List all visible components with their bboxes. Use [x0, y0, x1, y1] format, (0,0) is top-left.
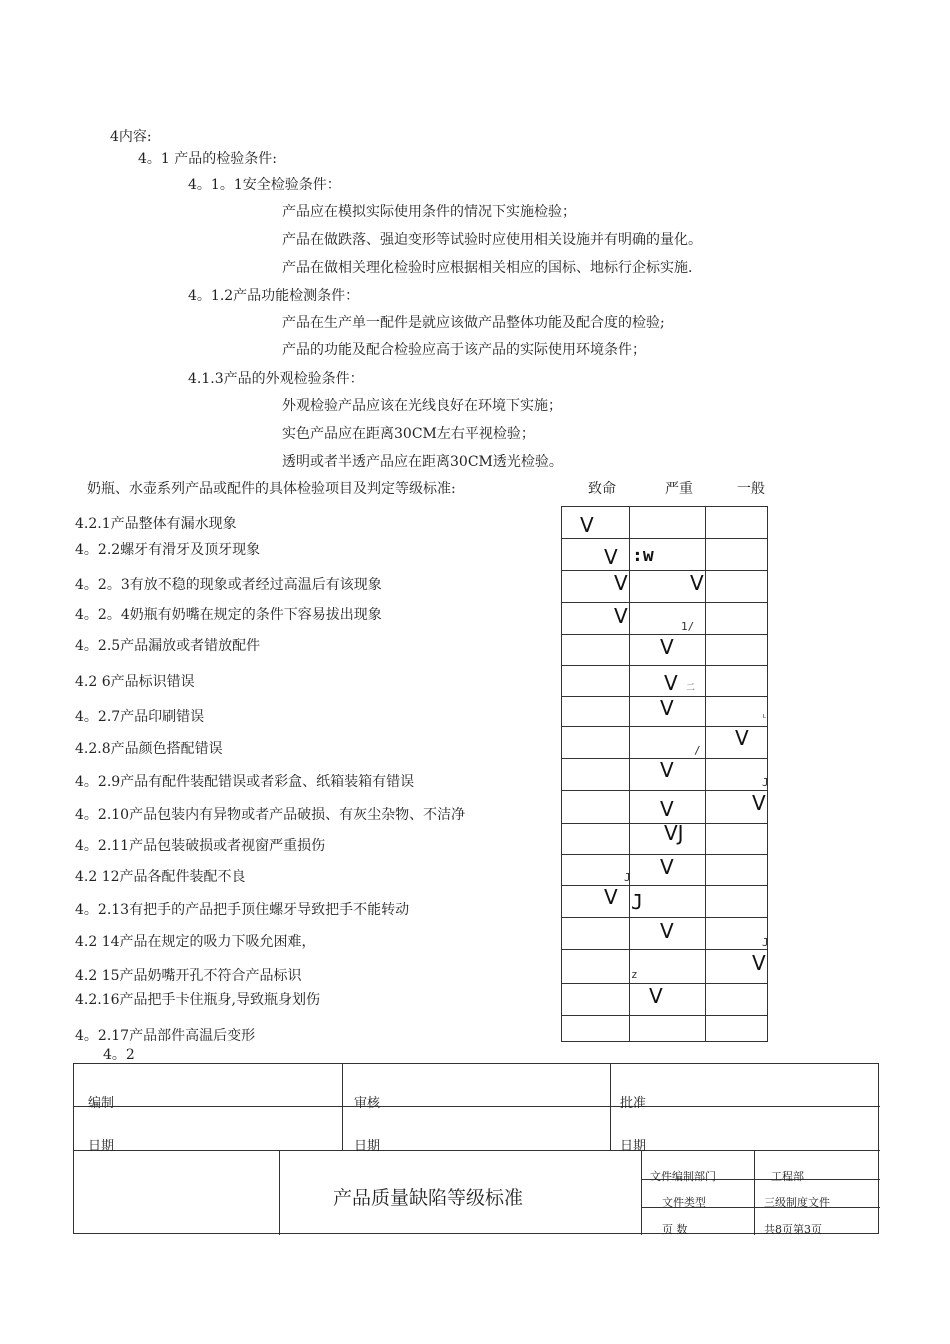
check-mark: V: [614, 571, 628, 595]
pages-label: 页 数: [662, 1223, 688, 1236]
check-mark: V: [660, 855, 674, 879]
date-label: 日期: [354, 1139, 381, 1154]
check-mark: V: [660, 797, 674, 821]
safety-line: 产品在做跌落、强迫变形等试验时应使用相关设施并有明确的量化。: [282, 232, 702, 248]
safety-title: 4。1。1安全检验条件：: [188, 177, 341, 193]
check-mark: V: [664, 671, 678, 695]
note-mark: :w: [632, 545, 654, 566]
check-mark: V: [735, 726, 749, 750]
item-label: 4。2。3有放不稳的现象或者经过高温后有该现象: [75, 577, 382, 593]
function-title: 4。1.2产品功能检测条件：: [188, 288, 360, 304]
safety-line: 产品在做相关理化检验时应根据相关相应的国标、地标行企标实施.: [282, 260, 693, 276]
check-mark: VJ: [664, 821, 684, 845]
item-label: 4。2.9产品有配件装配错误或者彩盒、纸箱装箱有错误: [75, 774, 415, 790]
type-label: 文件类型: [662, 1196, 706, 1209]
note-mark: 1/: [681, 620, 695, 633]
date-label: 日期: [88, 1139, 115, 1154]
note-mark: J: [762, 936, 769, 949]
subsection-heading: 4。1 产品的检验条件:: [138, 151, 277, 167]
function-line: 产品的功能及配合检验应高于该产品的实际使用环境条件；: [282, 342, 646, 358]
item-label: 4。2.13有把手的产品把手顶住螺牙导致把手不能转动: [75, 902, 410, 918]
check-mark: V: [604, 885, 618, 909]
standard-intro: 奶瓶、水壶系列产品或配件的具体检验项目及判定等级标准:: [87, 481, 456, 497]
item-label: 4.2 14产品在规定的吸力下吸允困难，: [75, 934, 316, 950]
note-mark: z: [631, 968, 638, 981]
note-mark: J: [624, 871, 631, 884]
reviewed-label: 审核: [354, 1096, 381, 1111]
item-label: 4。2.7产品印刷错误: [75, 709, 205, 725]
check-mark: V: [752, 791, 766, 815]
check-mark: V: [604, 545, 618, 569]
item-label: 4.2.1产品整体有漏水现象: [75, 516, 237, 532]
col-fatal: 致命: [588, 481, 616, 497]
check-mark: V: [649, 984, 663, 1008]
note-mark: J: [762, 776, 769, 789]
document-title: 产品质量缺陷等级标准: [333, 1187, 524, 1209]
item-label: 4.2 12产品各配件装配不良: [75, 869, 246, 885]
safety-line: 产品应在模拟实际使用条件的情况下实施检验；: [282, 204, 576, 220]
note-mark: /: [694, 744, 701, 757]
approved-label: 批准: [620, 1096, 647, 1111]
trailing-label: 4。2: [103, 1047, 135, 1063]
function-line: 产品在生产单一配件是就应该做产品整体功能及配合度的检验;: [282, 315, 665, 331]
check-mark: V: [752, 951, 766, 975]
item-label: 4.2.8产品颜色搭配错误: [75, 741, 223, 757]
check-mark: V: [660, 696, 674, 720]
appearance-line: 外观检验产品应该在光线良好在环境下实施；: [282, 398, 562, 414]
prepared-label: 编制: [88, 1096, 115, 1111]
appearance-title: 4.1.3产品的外观检验条件：: [188, 371, 364, 387]
item-label: 4。2。4奶瓶有奶嘴在规定的条件下容易拔出现象: [75, 607, 382, 623]
item-label: 4。2.5产品漏放或者错放配件: [75, 638, 261, 654]
check-mark: V: [580, 513, 594, 537]
check-mark: V: [660, 635, 674, 659]
check-mark: V: [614, 604, 628, 628]
document-footer: [73, 1063, 879, 1234]
section-heading: 4内容:: [110, 129, 152, 145]
date-label: 日期: [620, 1139, 647, 1154]
item-label: 4。2.10产品包装内有异物或者产品破损、有灰尘杂物、不洁净: [75, 807, 466, 823]
type-value: 三级制度文件: [764, 1196, 830, 1209]
appearance-line: 透明或者半透产品应在距离30CM透光检验。: [282, 454, 563, 470]
dept-value: 工程部: [771, 1170, 804, 1183]
item-label: 4。2.11产品包装破损或者视窗严重损伤: [75, 838, 326, 854]
appearance-line: 实色产品应在距离30CM左右平视检验；: [282, 426, 535, 442]
item-label: 4.2.16产品把手卡住瓶身,导致瓶身划伤: [75, 992, 320, 1008]
col-serious: 严重: [665, 481, 693, 497]
check-mark: V: [660, 758, 674, 782]
note-mark: 二: [686, 683, 696, 693]
check-mark: V: [660, 919, 674, 943]
item-label: 4.2 6产品标识错误: [75, 674, 195, 690]
check-mark: V: [690, 571, 704, 595]
check-mark: J: [631, 890, 644, 914]
col-general: 一般: [737, 481, 765, 497]
item-label: 4.2 15产品奶嘴开孔不符合产品标识: [75, 968, 302, 984]
dept-label: 文件编制部门: [650, 1170, 716, 1183]
note-mark: ᴸ: [762, 714, 768, 724]
pages-value: 共8页第3页: [764, 1223, 822, 1236]
item-label: 4。2.2螺牙有滑牙及顶牙现象: [75, 542, 261, 558]
item-label: 4。2.17产品部件高温后变形: [75, 1028, 256, 1044]
